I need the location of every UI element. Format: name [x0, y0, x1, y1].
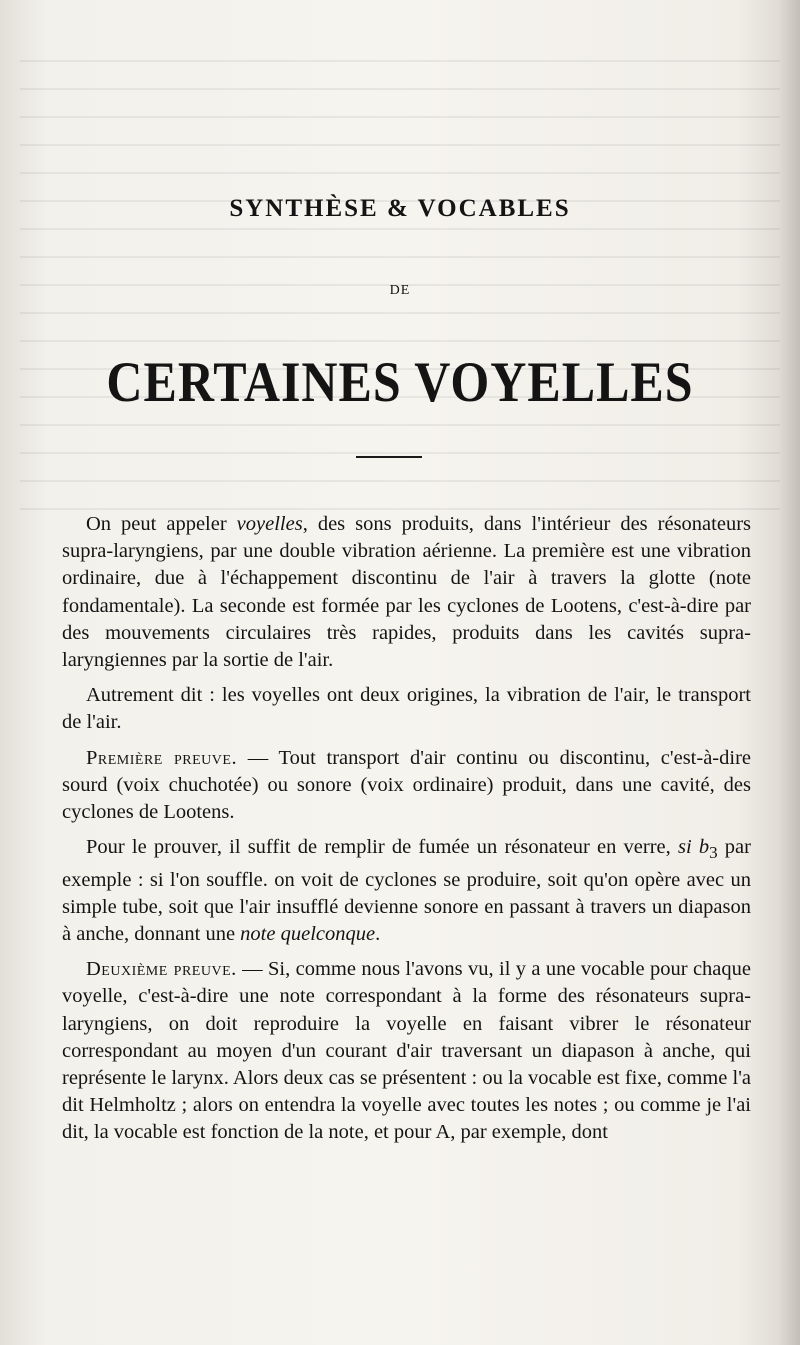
paragraph-1-text-a: On peut appeler [86, 513, 237, 535]
title-certaines-voyelles: CERTAINES VOYELLES [106, 349, 694, 414]
body-text [62, 511, 751, 1155]
title-rule-divider [356, 456, 422, 458]
paragraph-1-text-b: , des sons produits, dans l'intérieur des résonateurs supra-laryngiens, par une double vibration aérienne. La première est une vibration ordinaire, due à l'échappement discontinu de l'air à travers la glotte (note fondamentale). La seconde est formée par les cyclones de Lootens, c'est-à-dire par des mouvements circulaires très rapides, produits dans les cavités supra-laryngiennes par la sortie de l'air. [62, 513, 751, 672]
paragraph-4-text-c: . [375, 922, 381, 945]
deuxieme-preuve-label: Deuxième preuve. [86, 958, 237, 981]
paragraph-3-text: — Tout transport d'air continu ou discontinu, c'est-à-dire sourd (voix chuchotée) ou sonore (voix ordinaire) produit, dans une cavité, des cyclones de Lootens. [62, 746, 751, 824]
note-sib-letters: si b [677, 836, 710, 859]
paragraph-1 [62, 511, 751, 674]
paragraph-2-text: Autrement dit : les voyelles ont deux origines, la vibration de l'air, le transport de l'air. [62, 684, 751, 734]
paragraph-2 [62, 682, 751, 736]
paragraph-4-text-b: par exemple : si l'on souffle. on voit de cyclones se produire, soit qu'on opère avec un simple tube, soit que l'air insufflé devienne sonore en passant à travers un diapason à anche, donnant une [62, 836, 751, 945]
note-sib-subscript: 3 [709, 843, 718, 863]
paragraph-5-text: — Si, comme nous l'avons vu, il y a une vocable pour chaque voyelle, c'est-à-dire une note correspondant à la forme des résonateurs supra-laryngiens, on doit reproduire la voyelle en faisant vibrer le résonateur correspondant au moyen d'un courant d'air traversant un diapason à anche, qui représente le larynx. Alors deux cas se présentent : ou la vocable est fixe, comme l'a dit Helmholtz ; alors on entendra la voyelle avec toutes les notes ; ou comme je l'ai dit, la vocable est fonction de la note, et pour A, par exemple, dont [62, 958, 751, 1144]
premiere-preuve-label: Première preuve. [86, 746, 238, 769]
title-de: DE [389, 283, 411, 298]
paragraph-4-text-a: Pour le prouver, il suffit de remplir de fumée un résonateur en verre, [86, 836, 678, 859]
paragraph-3 [62, 745, 751, 827]
paragraph-5 [62, 956, 751, 1146]
title-synthese-vocables: SYNTHÈSE & VOCABLES [229, 195, 571, 222]
paragraph-4 [62, 834, 751, 948]
paragraph-1-italic: voyelles [236, 513, 303, 535]
paragraph-4-italic: note quelconque [240, 922, 376, 945]
